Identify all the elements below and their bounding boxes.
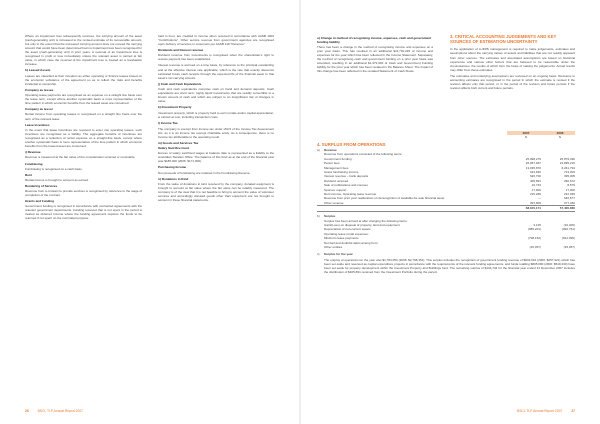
table-row: Other revenue 397,809 377,460: [324, 200, 575, 205]
financial-table: [317, 131, 575, 140]
page-number: 27: [571, 409, 575, 413]
column-header: 2006: [541, 131, 575, 135]
paragraph: Cash and cash equivalents comprise cash on hand and demand deposits. Cash equivalents are short term, highly liquid investments that are readily convertible to a known amount of cash and which are subject to an insignificant risk of changes in value.: [158, 87, 274, 104]
subheading: Rendering of Services: [25, 183, 58, 188]
paragraph: Operating lease payments are recognised as an expense on a straight line basis over the lease term, except where another systematic basis is more representative of the time pattern in which economic benefits from the leased asset are consumed.: [25, 93, 142, 106]
subheading: Company as lessee: [25, 88, 54, 93]
paragraph: Rental income is brought to account as earned.: [25, 177, 89, 182]
surplus-table-section: [317, 131, 575, 276]
table-row: Gain/(Loss) on disposal of property, land and equipment 3,125 (10,406): [324, 223, 575, 228]
left-footer: [25, 409, 83, 413]
paragraph: Fundraising is recognised on a cash basis.: [25, 166, 83, 171]
paragraph: Investment property, which is property held to earn rentals and/or capital appreciation, is carried at cost, including transaction costs.: [158, 110, 274, 119]
right-footer: [517, 409, 575, 413]
right-page: [301, 0, 600, 424]
paragraph: Interest revenue is accrued on a time basis, by reference to the principal outstanding and at the effective interest rate applicable, which is the rate that exactly discounts estimated future cash receipts through the expected life of the financial asset to that asset's net carrying amount.: [158, 63, 274, 80]
table-row: Interest revenue – bank deposits 626,700 395,305: [324, 174, 575, 179]
paragraph: In the event that lease incentives are received to enter into operating leases, such incentives are recognised as a liability. The aggregate benefits of incentives are recognised as a reduction of rental expense on a straight-line basis, except where another systematic basis is more representative of the time pattern in which economic benefits from the leased asset are consumed.: [25, 127, 142, 148]
subheading: Dividends and Interest revenue: [158, 48, 204, 53]
paragraph: The estimates and underlying assumptions are reviewed on an ongoing basis. Revisions to accounting estimates are recognised in the period in which the estimate is revised if the revision affects only that period, or in the period of the revision and future periods if the revision affects both current and future periods.: [450, 73, 575, 90]
table-row: Dividend received 405,891 260,672: [324, 178, 575, 183]
right-page-column-1: [317, 34, 433, 75]
paragraph: Leases are classified at their inception as either operating or finance leases based on the economic substance of the agreement so as to reflect the risks and benefits incidental to ownership.: [25, 73, 142, 86]
table-row: Revenue from operations consisted of the following items:: [324, 152, 403, 157]
table-row: Net bad and doubtful debts arising from:: [324, 240, 379, 245]
table-row: Operating lease rental expenses:: [324, 231, 369, 236]
table-row: Management fees 13,035,870 6,261,794: [324, 165, 575, 170]
table-row: Sponsor support 17,000 17,000: [324, 187, 575, 192]
table-row: Surplus has been arrived at after charging the following items:: [324, 218, 408, 223]
section-heading-cash: j) Cash and Cash Equivalents: [158, 81, 202, 86]
table-row: c) Surplus for the year: [317, 252, 353, 257]
paragraph: Rental income from operating leases is recognised on a straight line basis over the term of the relevant lease.: [25, 112, 142, 121]
paragraph: Government funding is recognised in accordance with contracted agreements with the relevant government departments. Funding received that is not spent in the period is treated as deferred income where the funding agreement requires the funds to be returned if not spent on the nominated purpose.: [25, 204, 142, 221]
subheading: Rent: [25, 172, 32, 177]
section-heading-leased-assets: h) Leased Assets: [25, 68, 51, 73]
page-number: 26: [25, 409, 29, 413]
table-row: Rent income, Operating lease revenue 215,280 212,045: [324, 192, 575, 197]
paragraph: Excess of salary sacrificed wages at balance date is represented as a liability to the Australian Taxation Office. The balance of this fund as at the end of the financial year was $185,000 (2006: $171,000).: [158, 151, 274, 164]
subheading: Fundraising: [25, 161, 43, 166]
section-heading-gst: m) Goods and Services Tax: [158, 140, 199, 145]
table-row: Revenue from prior year reallocation on derecognition of available-for-sale financial asset — 640,577: [324, 196, 575, 201]
revenue-table: [317, 148, 575, 257]
subheading: Salary Sacrifice Fund: [158, 146, 189, 151]
footer-title: BSCL TLP Annual Report 2007: [517, 409, 563, 413]
left-page: [0, 0, 299, 424]
paragraph: From the value of donations in kind received by the company, donated equipment is brought to account at fair value where the fair value can be reliably measured. The company is of the view that it is not feasible to bring to account the value of volunteer services and accordingly donated goods other than equipment are not brought to account in these financial statements.: [158, 182, 274, 203]
revenue-total-row: 68,615,171 57,400,866: [317, 206, 575, 211]
section-heading-revenue: i) Revenue: [25, 150, 41, 155]
paragraph: Dividend revenue from investments is recognised when the shareholder's right to receive payment has been established.: [158, 53, 274, 62]
right-page-column-2: [450, 34, 575, 92]
paragraph: held in trust, are credited to income when received in accordance with AASB 1004 "Contributions". Other service revenue from government agencies are recognised upon delivery of services to customers per AASB 118 "Revenue".: [158, 34, 274, 47]
paragraph: Revenue is measured at the fair value of the consideration received or receivable.: [25, 155, 136, 160]
paragraph: The company is exempt from income tax under s50-5 of the Income Tax Assessment Act, as it is an income tax exempt charitable entity. As a consequence, there is no income tax attributable to the operating result.: [158, 126, 274, 139]
paragraph: There has been a change in the method of recognising income and expenses on a prior year basis. This has resulted in an additional $11,791,293 of income and expenses for the year which has been reflected in the Income Statement. Separately, the method of recognising cash and government funding on a prior year basis was amended, resulting in an additional $1,372,993 of Cash and Government Funding liability for the prior year which has been restated in the Balance Sheet. The impact of this change has been reflected in the restated Statement of Cash Flows.: [317, 44, 433, 74]
section-heading-change-in-method: o) Change in method of recognising income, expenses, cash and government funding liability: [317, 35, 432, 44]
table-row: Sale of publications and courses 16,743 8,579: [324, 183, 575, 188]
table-row: Government funding 25,998,279 25,879,496: [324, 156, 575, 161]
table-row: b) Surplus: [317, 214, 336, 219]
section-heading-donations: n) Donations in Kind: [158, 176, 189, 181]
column-header: 2007: [507, 131, 541, 135]
section-title-surplus-from-operations: 4. SURPLUS FROM OPERATIONS: [317, 141, 386, 147]
subheading: Grants and Funding: [25, 199, 54, 204]
paragraph: The surplus of operations for the year was $1,784,050 (2006: $2,798,351). This surplus includes the recognition of government funding revenue of $843,616 (2006: $257,921) which has been set aside and reserved as capital expenditure projects in accordance with the requirements of the relevant funding agreements, and funds totalling $805,690 (2006: $540,430) have been set aside for property development within the Investment Property and Buildings fund. The remaining surplus of $134,744 for the financial year ended 31 December 2007 includes the distribution of $405,891 received from the Investment Portfolio during the period.: [324, 257, 575, 274]
section-heading-investment-property: k) Investment Property: [158, 105, 192, 110]
left-page-column-1: [25, 34, 142, 223]
table-row: Grass fundraising income 913,840 713,303: [324, 170, 575, 175]
table-row: Parent fees 26,957,967 24,895,216: [324, 161, 575, 166]
table-row: Other entities (26,057) (25,057): [324, 245, 575, 250]
paragraph: Revenue from a contract to provide services is recognised by reference to the stage of completion of the contract.: [25, 189, 142, 198]
currency-row: $ $: [525, 135, 561, 140]
subheading: Lease incentives: [25, 122, 50, 127]
table-row: Depreciation of non-current assets (985,201) (992,761): [324, 227, 575, 232]
paragraph: Net proceeds of fundraising are retained in the Fundraising Reserve.: [158, 170, 251, 175]
paragraph: In the application of A-IFRS management is required to make judgements, estimates and assumptions about the carrying values of assets and liabilities that are not readily apparent from other sources. The estimates and associated assumptions are based on historical experience and various other factors that are believed to be reasonable under the circumstances, the results of which form the basis of making the judgements. Actual results may differ from these estimates.: [450, 47, 575, 72]
footer-title: BSCL TLP Annual Report 2007: [37, 409, 83, 413]
table-row: a) Revenue: [317, 148, 337, 153]
subheading: Purchasing Income: [158, 165, 187, 170]
subheading: Company as lessor: [25, 107, 53, 112]
section-title-critical-judgements: 3. CRITICAL ACCOUNTING JUDGEMENTS AND KEY SOURCES OF ESTIMATION UNCERTAINTY: [450, 34, 557, 45]
section-heading-income-tax: l) Income Tax: [158, 121, 178, 126]
table-row: Minimum lease payments (798,152) (812,095): [324, 236, 575, 241]
left-page-column-2: [158, 34, 274, 204]
paragraph: Where an impairment loss subsequently reverses, the carrying amount of the asset (cash-generating unit) is increased to the revised estimate of its recoverable amount, but only to the extent that the increased carrying amount does not exceed the carrying amount that would have been determined had no impairment loss been recognised for the asset (cash-generating unit) in prior years. A reversal of an impairment loss is recognised in profit or loss immediately unless the relevant asset is carried at fair value, in which case the reversal of the impairment loss is treated as a revaluation increase.: [25, 34, 142, 67]
